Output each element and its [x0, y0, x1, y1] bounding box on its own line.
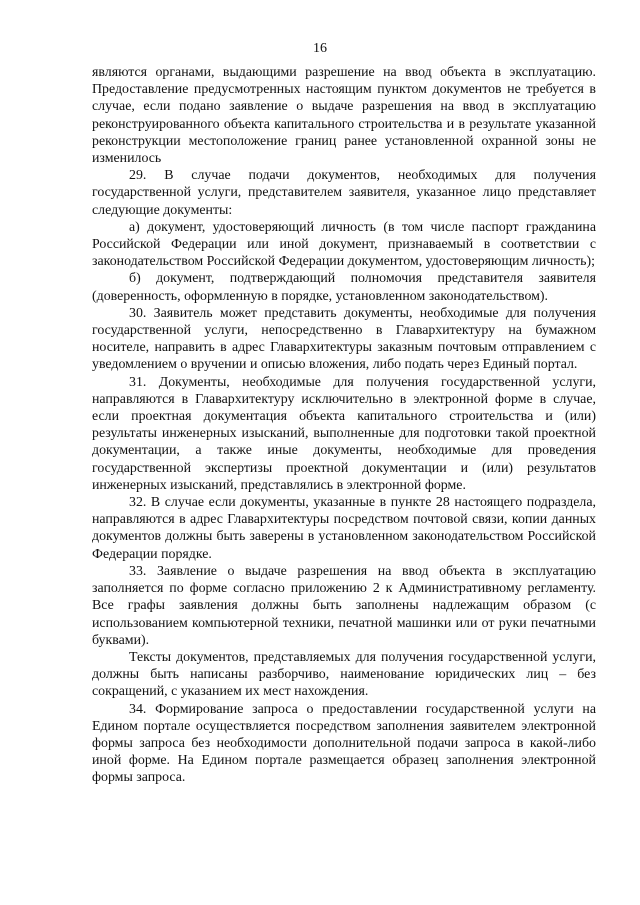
paragraph-30: 30. Заявитель может представить документы, необходимые для получения государственной услуги, непосредственно в Главархитектуру на бумажном носителе, направить в адрес Главархитектуры заказным почтовым отправлением с уведомлением о вручении и описью вложения, либо подать через Единый портал. — [92, 305, 596, 373]
paragraph-29-b: б) документ, подтверждающий полномочия представителя заявителя (доверенность, оформленную в порядке, установленном законодательством). — [92, 271, 596, 304]
paragraph-32: 32. В случае если документы, указанные в пункте 28 настоящего подраздела, направляются в адрес Главархитектуры посредством почтовой связи, копии данных документов должны быть заверены в установленном законодательством Российской Федерации порядке. — [92, 495, 596, 562]
page-number: 16 — [313, 41, 327, 56]
document-body — [92, 64, 596, 787]
paragraph-29: 29. В случае подачи документов, необходимых для получения государственной услуги, представителем заявителя, указанное лицо представляет следующие документы: — [92, 168, 596, 218]
paragraph-33: 33. Заявление о выдаче разрешения на ввод объекта в эксплуатацию заполняется по форме согласно приложению 2 к Административному регламенту. Все графы заявления должны быть заполнены надлежащим образом (с использованием компьютерной техники, печатной машинки или от руки печатными буквами). — [92, 563, 596, 648]
paragraph-continuation: являются органами, выдающими разрешение на ввод объекта в эксплуатацию. Предоставление предусмотренных настоящим пунктом документов не требуется в случае, если подано заявление о выдаче разрешения на ввод в эксплуатацию реконструированного объекта капитального строительства и в результате указанной реконструкции местоположение границ ранее установленной охранной зоны не изменилось — [92, 65, 596, 167]
paragraph-29-a: а) документ, удостоверяющий личность (в том числе паспорт гражданина Российской Федерации или иной документ, признаваемый в соответствии с законодательством Российской Федерации документом, удостоверяющим личность); — [92, 219, 596, 270]
paragraph-33-texts: Тексты документов, представляемых для получения государственной услуги, должны быть написаны разборчиво, наименование юридических лиц – без сокращений, с указанием их мест нахождения. — [92, 649, 596, 700]
paragraph-31: 31. Документы, необходимые для получения государственной услуги, направляются в Главархитектуру исключительно в электронной форме в случае, если проектная документация объекта капитального строительства и (или) результаты инженерных изысканий, выполненные для подготовки такой проектной документации, а также иные документы, необходимые для проведения государственной экспертизы проектной документации и (или) результатов инженерных изысканий, представлялись в электронной форме. — [92, 374, 596, 493]
paragraph-34: 34. Формирование запроса о предоставлении государственной услуги на Едином портале осуществляется посредством заполнения заявителем электронной формы запроса без необходимости дополнительной подачи запроса в какой-либо иной форме. На Едином портале размещается образец заполнения электронной формы запроса. — [92, 701, 596, 786]
